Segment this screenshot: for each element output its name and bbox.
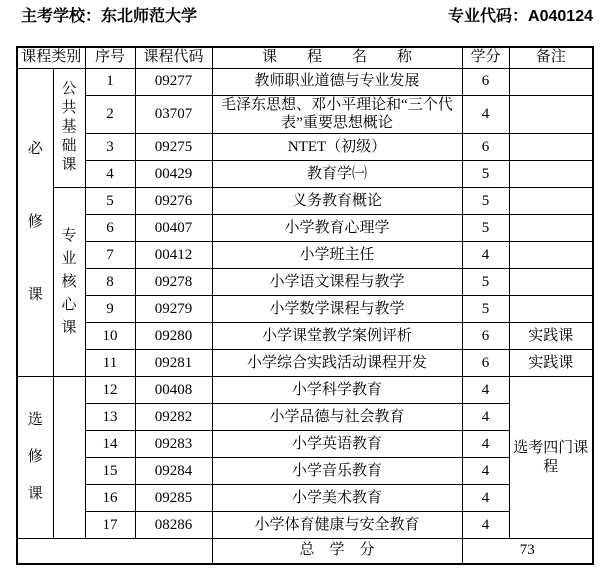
course-code: 09280 [135,323,212,350]
col-header-category: 课程类别 [17,47,85,68]
course-credits: 5 [462,296,509,323]
course-index: 9 [85,296,135,323]
table-row [17,458,593,485]
table-row [17,350,593,377]
course-name: 小学体育健康与安全教育 [212,512,462,539]
course-index: 8 [85,269,135,296]
table-row [17,323,593,350]
course-code: 09276 [135,188,212,215]
course-credits: 5 [462,269,509,296]
course-index: 6 [85,215,135,242]
course-index: 13 [85,404,135,431]
total-row [17,539,593,564]
course-name: 小学科学教育 [212,377,462,404]
course-name: 教师职业道德与专业发展 [212,68,462,95]
course-name: 小学语文课程与教学 [212,269,462,296]
table-row [17,188,593,215]
course-name: 小学课堂教学案例评析 [212,323,462,350]
course-credits: 4 [462,458,509,485]
course-name: 小学班主任 [212,242,462,269]
course-code: 09275 [135,134,212,161]
table-row [17,134,593,161]
total-credits-label: 总 学 分 [212,539,462,564]
course-code: 09285 [135,485,212,512]
course-credits: 5 [462,215,509,242]
course-code: 09282 [135,404,212,431]
course-code: 09281 [135,350,212,377]
table-row [17,242,593,269]
category-elective-sub-empty [53,377,85,539]
course-remark [509,95,593,134]
course-code: 09283 [135,431,212,458]
course-index: 11 [85,350,135,377]
course-credits: 4 [462,404,509,431]
col-header-credits: 学分 [462,47,509,68]
course-code: 00407 [135,215,212,242]
course-credits: 5 [462,161,509,188]
course-index: 14 [85,431,135,458]
col-header-index: 序号 [85,47,135,68]
course-code: 09279 [135,296,212,323]
course-remark [509,215,593,242]
course-index: 1 [85,68,135,95]
course-credits: 4 [462,431,509,458]
course-name: 小学音乐教育 [212,458,462,485]
document-header [21,7,593,27]
course-remark [509,161,593,188]
category-elective: 选 修 课 [17,377,53,539]
course-credits: 6 [462,350,509,377]
course-index: 10 [85,323,135,350]
course-credits: 4 [462,485,509,512]
host-school-label: 主考学校：东北师范大学 [21,8,198,25]
course-credits: 6 [462,134,509,161]
course-remark: 实践课 [509,350,593,377]
col-header-code: 课程代码 [135,47,212,68]
table-row [17,431,593,458]
course-index: 5 [85,188,135,215]
course-remark [509,68,593,95]
course-code: 09284 [135,458,212,485]
course-code: 00408 [135,377,212,404]
course-remark [509,134,593,161]
table-row [17,404,593,431]
course-name: 小学美术教育 [212,485,462,512]
table-row [17,485,593,512]
course-remark [509,188,593,215]
course-credits: 6 [462,68,509,95]
table-row [17,215,593,242]
course-index: 16 [85,485,135,512]
course-code: 08286 [135,512,212,539]
course-index: 4 [85,161,135,188]
table-row [17,296,593,323]
category-required: 必 修 课 [17,68,53,377]
table-row [17,68,593,95]
table-row [17,161,593,188]
course-table [16,46,594,565]
course-credits: 4 [462,95,509,134]
course-name: 义务教育概论 [212,188,462,215]
course-index: 7 [85,242,135,269]
course-name: 小学品德与社会教育 [212,404,462,431]
table-row [17,269,593,296]
course-index: 3 [85,134,135,161]
col-header-remark: 备注 [509,47,593,68]
total-credits-value: 73 [462,539,593,564]
course-code: 00412 [135,242,212,269]
course-code: 03707 [135,95,212,134]
course-name: 小学英语教育 [212,431,462,458]
course-name: 小学综合实践活动课程开发 [212,350,462,377]
category-major-core: 专 业 核 心 课 [53,188,85,377]
course-credits: 5 [462,188,509,215]
table-row [17,512,593,539]
course-remark: 实践课 [509,323,593,350]
course-credits: 6 [462,323,509,350]
table-header-row [17,47,593,68]
course-credits: 4 [462,377,509,404]
course-index: 12 [85,377,135,404]
course-remark [509,269,593,296]
col-header-name: 课 程 名 称 [212,47,462,68]
elective-remark: 选考四门课程 [509,377,593,539]
course-credits: 4 [462,512,509,539]
course-code: 09278 [135,269,212,296]
course-credits: 4 [462,242,509,269]
course-index: 17 [85,512,135,539]
table-row [17,95,593,134]
course-remark [509,242,593,269]
course-remark [509,296,593,323]
course-index: 15 [85,458,135,485]
course-code: 00429 [135,161,212,188]
course-name: 小学教育心理学 [212,215,462,242]
total-row-spacer [17,539,212,564]
course-name: 小学数学课程与教学 [212,296,462,323]
category-public-basic: 公 共 基 础 课 [53,68,85,188]
course-code: 09277 [135,68,212,95]
course-name: 毛泽东思想、邓小平理论和“三个代表”重要思想概论 [212,95,462,134]
table-row [17,377,593,404]
course-index: 2 [85,95,135,134]
course-name: 教育学㈠ [212,161,462,188]
course-name: NTET（初级） [212,134,462,161]
major-code-label: 专业代码：A040124 [448,8,593,25]
